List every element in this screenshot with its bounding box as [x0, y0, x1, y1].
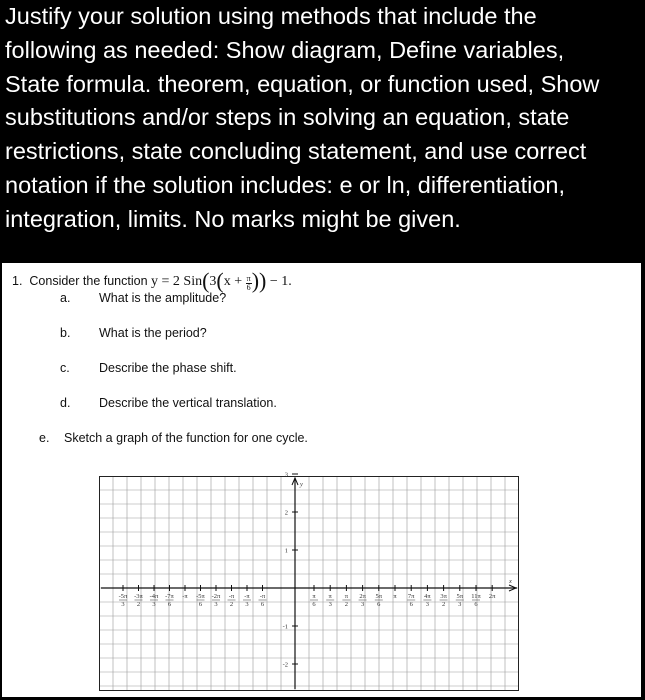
x-tick-right-den: 3 — [360, 601, 365, 608]
part-c-text: Describe the phase shift. — [99, 361, 237, 375]
x-tick-right-num: 2π — [488, 593, 496, 600]
x-tick-left-num: -π — [228, 593, 235, 600]
x-tick-right-num: 5π — [375, 593, 383, 600]
instructions-block — [5, 0, 643, 237]
instruction-line: restrictions, state concluding statement, and use correct — [5, 138, 587, 165]
x-tick-right-den: 3 — [425, 601, 430, 608]
y-tick-label: -1 — [282, 623, 288, 631]
x-tick-right-den: 6 — [312, 601, 316, 608]
pi-over-6: $\frac{\pi}{6}$ — [246, 274, 251, 292]
x-tick-right-den: 6 — [474, 601, 478, 608]
x-tick-left-den: 6 — [260, 601, 265, 608]
x-tick-right-num: π — [344, 593, 349, 600]
x-tick-left-den: 2 — [136, 601, 141, 608]
x-tick-right-den: 6 — [409, 601, 413, 608]
part-d-label: d. — [60, 396, 71, 410]
x-tick-right-num: 11π — [471, 593, 481, 600]
part-e-text: Sketch a graph of the function for one cycle. — [64, 431, 308, 445]
inner-var: x + — [223, 274, 243, 289]
question-1-prompt: 1. Consider the function y = 2 Sin(3(x + $\frac{\pi}{6}$ )) − 1. — [12, 268, 292, 293]
x-tick-left-num: -3π — [134, 593, 143, 600]
worksheet — [2, 263, 641, 697]
x-tick-left-num: -4π — [149, 593, 159, 600]
x-tick-left-num: -7π — [165, 593, 174, 600]
x-tick-right-num: π — [328, 593, 332, 600]
x-tick-right-den: 3 — [328, 601, 332, 608]
question-prompt: Consider the function — [29, 274, 148, 288]
x-tick-right-num: π — [312, 593, 316, 600]
x-tick-left-den: 3 — [152, 601, 156, 608]
part-a-label: a. — [60, 291, 71, 305]
part-b-text: What is the period? — [99, 326, 207, 340]
x-tick-left-num: -π — [259, 593, 266, 600]
instruction-line: notation if the solution includes: e or ln, differentiation, — [5, 171, 566, 198]
y-tick-label: 1 — [284, 547, 288, 555]
instruction-line: integration, limits. No marks might be given. — [5, 205, 461, 232]
x-tick-right-den: 6 — [377, 601, 381, 608]
y-tick-label: 2 — [284, 509, 288, 517]
part-b-label: b. — [60, 326, 71, 340]
part-a-text: What is the amplitude? — [99, 291, 227, 305]
instruction-line: State formula. theorem, equation, or function used, Show — [5, 70, 600, 97]
x-tick-left-den: 3 — [121, 601, 125, 608]
y-tick-label: -2 — [282, 661, 288, 669]
function-tail: − 1. — [269, 274, 292, 289]
y-tick-label: 3 — [284, 471, 288, 479]
part-e-label: e. — [39, 431, 50, 445]
question-number: 1. — [12, 274, 23, 288]
x-tick-left-num: -5π — [118, 593, 128, 600]
x-tick-left-den: 6 — [198, 601, 203, 608]
x-tick-right-den: 2 — [344, 601, 349, 608]
instruction-line: following as needed: Show diagram, Define variables, — [5, 36, 565, 63]
instruction-line: Justify your solution using methods that include the — [5, 3, 537, 29]
x-tick-right-num: 2π — [359, 593, 366, 600]
x-tick-right-den: 3 — [458, 601, 462, 608]
instruction-line: substitutions and/or steps in solving an equation, state — [5, 104, 570, 131]
x-tick-right-num: 5π — [456, 593, 464, 600]
x-tick-right-num: 4π — [424, 593, 431, 600]
x-tick-right-num: 7π — [407, 593, 415, 600]
x-tick-left-den: 3 — [245, 601, 249, 608]
x-tick-left-den: 2 — [229, 601, 234, 608]
y-axis-label: y — [300, 481, 303, 488]
x-axis-label: x — [509, 578, 512, 585]
x-tick-left-den: 3 — [214, 601, 218, 608]
part-c-label: c. — [60, 361, 70, 375]
x-tick-left-num: -π — [182, 593, 188, 600]
x-tick-right-num: 3π — [440, 593, 447, 600]
x-tick-left-den: 6 — [167, 601, 172, 608]
part-d-text: Describe the vertical translation. — [99, 396, 277, 410]
x-tick-right-num: π — [393, 593, 397, 600]
x-tick-left-num: -5π — [196, 593, 205, 600]
inner-coef: 3 — [209, 274, 217, 289]
function-lhs: y = 2 Sin — [151, 274, 203, 289]
graph-grid — [99, 471, 519, 691]
x-tick-left-num: -π — [244, 593, 250, 600]
x-tick-left-num: -2π — [211, 593, 221, 600]
x-tick-right-den: 2 — [441, 601, 446, 608]
